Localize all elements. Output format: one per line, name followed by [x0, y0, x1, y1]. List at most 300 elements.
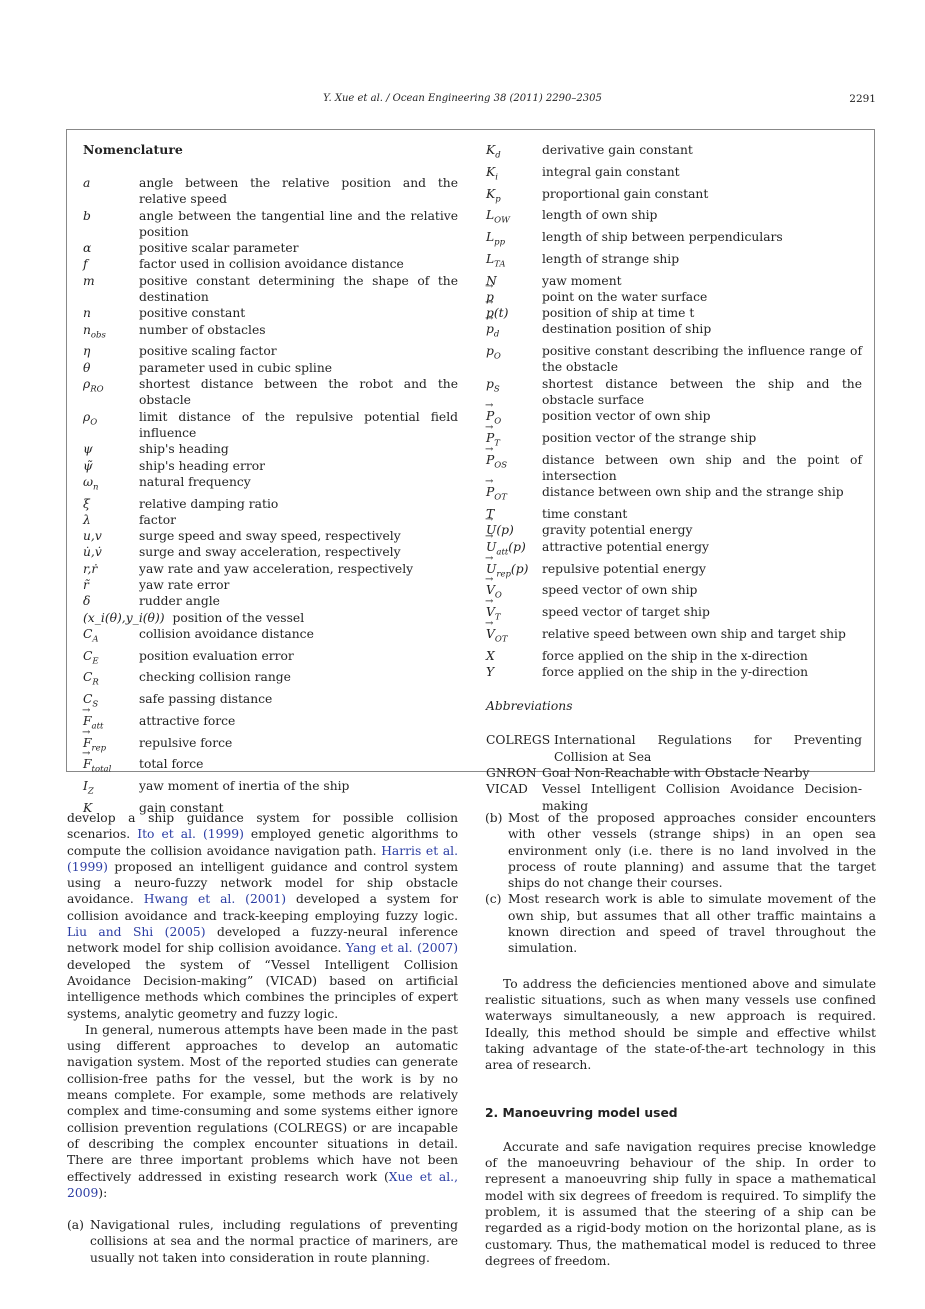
nomenclature-definition: collision avoidance distance — [139, 626, 314, 641]
nomenclature-symbol — [486, 506, 542, 522]
symbol-base: K — [486, 164, 496, 179]
symbol-base: ψ — [83, 442, 93, 457]
nomenclature-definition: natural frequency — [139, 474, 251, 489]
nomenclature-row — [486, 251, 862, 273]
nomenclature-definition: time constant — [542, 507, 628, 522]
symbol-base: δ — [83, 594, 91, 609]
nomenclature-row — [486, 430, 862, 452]
body-left-column — [67, 810, 458, 1266]
symbol-subscript: S — [493, 384, 500, 395]
nomenclature-row — [83, 669, 458, 691]
symbol-base: θ — [83, 360, 91, 375]
paragraph-related-work — [67, 810, 458, 1022]
nomenclature-symbol — [83, 691, 139, 713]
symbol-base: L — [486, 230, 495, 244]
nomenclature-row — [486, 289, 862, 305]
nomenclature-symbol — [486, 207, 542, 229]
nomenclature-definition: repulsive force — [139, 735, 233, 750]
symbol-subscript: rep — [496, 568, 511, 579]
section-heading: 2. Manoeuvring model used — [485, 1106, 678, 1121]
symbol-subscript: n — [93, 482, 99, 493]
nomenclature-definition: distance between own ship and the strange ship — [542, 485, 844, 500]
symbol-subscript: d — [495, 150, 501, 161]
symbol-base: η — [83, 344, 91, 359]
text-run: develop a ship guidance system for possible collision scenarios. — [67, 811, 458, 842]
symbol-base: L — [486, 208, 495, 223]
citation-link[interactable]: Ito et al. (1999) — [137, 827, 244, 842]
nomenclature-row — [83, 240, 458, 256]
nomenclature-row — [486, 142, 862, 164]
nomenclature-definition: total force — [139, 757, 204, 772]
symbol-subscript: i — [495, 172, 498, 183]
nomenclature-row — [83, 648, 458, 670]
nomenclature-definition: ship's heading — [139, 442, 229, 457]
nomenclature-row — [83, 778, 458, 800]
symbol-base: → U — [486, 522, 496, 538]
nomenclature-row — [486, 484, 862, 506]
nomenclature-definition: number of obstacles — [139, 322, 266, 337]
nomenclature-symbol — [83, 376, 139, 409]
nomenclature-definition: yaw moment of inertia of the ship — [139, 779, 350, 794]
symbol-base: T — [486, 507, 495, 522]
body-right-column — [485, 810, 876, 1269]
nomenclature-row — [83, 528, 458, 544]
symbol-subscript: O — [494, 590, 502, 601]
nomenclature-definition: positive constant — [139, 306, 246, 321]
nomenclature-symbol — [486, 604, 542, 626]
nomenclature-definition: positive constant describing the influence range of the obstacle — [542, 344, 862, 375]
symbol-subscript: RO — [90, 384, 104, 395]
abbreviation-symbol: VICAD — [486, 782, 528, 797]
nomenclature-definition: position of the vessel — [172, 610, 305, 625]
nomenclature-row — [486, 522, 862, 538]
nomenclature-symbol — [83, 322, 139, 344]
nomenclature-symbol — [83, 593, 139, 609]
nomenclature-definition: attractive force — [139, 713, 236, 728]
nomenclature-symbol — [83, 175, 139, 208]
symbol-subscript: att — [91, 721, 104, 732]
abbreviation-row — [486, 732, 862, 765]
symbol-base: ξ — [83, 496, 90, 511]
nomenclature-row — [486, 408, 862, 430]
symbol-base: λ — [83, 512, 91, 527]
nomenclature-symbol — [83, 610, 165, 626]
nomenclature-definition: factor — [139, 512, 176, 527]
symbol-subscript: obs — [90, 330, 106, 341]
symbol-subscript: OT — [494, 492, 507, 503]
symbol-base: ρ — [83, 377, 91, 392]
nomenclature-symbol — [486, 142, 542, 164]
nomenclature-row — [486, 506, 862, 522]
nomenclature-symbol — [486, 186, 542, 208]
symbol-base: I — [83, 779, 88, 794]
nomenclature-row — [486, 539, 862, 561]
nomenclature-symbol — [83, 208, 139, 241]
nomenclature-symbol — [486, 273, 542, 289]
nomenclature-symbol — [486, 305, 542, 321]
symbol-base: a — [83, 176, 91, 190]
symbol-base: → P — [486, 430, 494, 446]
symbol-subscript: OT — [494, 634, 508, 645]
nomenclature-symbol — [486, 376, 542, 409]
nomenclature-row — [83, 577, 458, 593]
symbol-base: C — [83, 670, 93, 685]
list-item-a — [67, 1217, 458, 1266]
list-label: (b) — [485, 811, 503, 825]
nomenclature-row — [486, 561, 862, 583]
nomenclature-row — [83, 343, 458, 359]
symbol-subscript: Z — [87, 786, 94, 797]
symbol-subscript: O — [494, 416, 502, 427]
symbol-base: α — [83, 241, 92, 256]
nomenclature-right-column — [486, 142, 862, 814]
nomenclature-definition: positive scalar parameter — [139, 241, 299, 256]
text-run: ): — [98, 1185, 108, 1200]
nomenclature-row — [83, 322, 458, 344]
symbol-subscript: d — [493, 329, 500, 340]
symbol-base: C — [83, 648, 93, 663]
symbol-base: ψ̃ — [83, 458, 93, 473]
nomenclature-row — [83, 626, 458, 648]
symbol-base: p — [486, 344, 494, 359]
symbol-base: → U — [486, 561, 496, 577]
nomenclature-symbol — [83, 441, 139, 457]
symbol-base: u̇,v̇ — [83, 545, 102, 560]
symbol-base: f — [83, 257, 88, 272]
nomenclature-symbol — [83, 343, 139, 359]
list-text: Navigational rules, including regulations of preventing collisions at sea and the normal practice of mariners, are usually not taken into consideration in route planning. — [90, 1218, 458, 1265]
symbol-argument: (t) — [493, 306, 509, 321]
nomenclature-definition: position of ship at time t — [542, 306, 695, 321]
nomenclature-symbol — [486, 626, 542, 648]
nomenclature-definition: yaw rate and yaw acceleration, respectively — [139, 561, 414, 576]
nomenclature-symbol — [486, 430, 542, 452]
nomenclature-row — [486, 452, 862, 485]
journal-citation: Y. Xue et al. / Ocean Engineering 38 (2011) 2290–2305 — [323, 93, 602, 104]
symbol-subscript: OS — [494, 460, 508, 471]
nomenclature-definition: position evaluation error — [139, 648, 294, 663]
symbol-base: → p — [486, 321, 494, 337]
nomenclature-definition: proportional gain constant — [542, 186, 709, 201]
nomenclature-row — [83, 208, 458, 241]
nomenclature-symbol — [486, 648, 542, 664]
nomenclature-symbol — [486, 321, 542, 343]
symbol-base: → V — [486, 604, 495, 620]
symbol-subscript: rep — [91, 743, 107, 754]
symbol-base: K — [486, 186, 496, 201]
abbreviation-definition: Goal Non-Reachable with Obstacle Nearby — [542, 766, 810, 780]
text-run: developed a system for collision avoidance and track-keeping employing fuzzy logic. — [67, 892, 458, 923]
nomenclature-row — [486, 604, 862, 626]
nomenclature-symbol — [83, 669, 139, 691]
nomenclature-definition: positive constant determining the shape of the destination — [139, 273, 458, 305]
nomenclature-row — [486, 186, 862, 208]
nomenclature-definition: yaw moment — [542, 273, 622, 288]
nomenclature-row — [83, 376, 458, 409]
nomenclature-symbol — [486, 664, 542, 680]
nomenclature-definition: angle between the relative position and the relative speed — [139, 176, 458, 207]
symbol-subscript: R — [92, 677, 99, 688]
nomenclature-definition: relative speed between own ship and target ship — [542, 626, 846, 641]
nomenclature-row — [486, 626, 862, 648]
nomenclature-row — [486, 305, 862, 321]
nomenclature-row — [83, 593, 458, 609]
symbol-argument: (p) — [496, 523, 514, 538]
paragraph-problems — [67, 1022, 458, 1201]
nomenclature-definition: speed vector of target ship — [542, 605, 710, 620]
text-run: employed genetic algorithms to compute the collision avoidance navigation path. — [67, 827, 458, 858]
citation-link[interactable]: Harris et al. (1999) — [67, 843, 458, 874]
nomenclature-symbol — [486, 452, 542, 485]
nomenclature-row — [83, 273, 458, 306]
nomenclature-symbol — [83, 273, 139, 306]
symbol-subscript: TA — [494, 259, 506, 270]
nomenclature-definition: derivative gain constant — [542, 143, 693, 157]
nomenclature-definition: angle between the tangential line and the relative position — [139, 208, 458, 239]
nomenclature-definition: surge and sway acceleration, respectively — [139, 545, 401, 560]
nomenclature-definition: safe passing distance — [139, 692, 273, 707]
nomenclature-symbol — [83, 577, 139, 593]
nomenclature-symbol — [83, 305, 139, 321]
text-run: proposed an intelligent guidance and control system using a neuro-fuzzy network model for ship obstacle avoidance. — [67, 859, 458, 907]
symbol-base: → V — [486, 582, 495, 598]
nomenclature-definition: surge speed and sway speed, respectively — [139, 529, 401, 544]
nomenclature-row — [486, 582, 862, 604]
nomenclature-definition: length of own ship — [542, 208, 658, 223]
symbol-base: n — [83, 306, 91, 321]
nomenclature-row — [83, 561, 458, 577]
nomenclature-symbol — [486, 251, 542, 273]
symbol-base: → p — [486, 289, 494, 305]
nomenclature-symbol — [83, 458, 139, 474]
nomenclature-row — [83, 756, 458, 778]
nomenclature-symbol — [83, 512, 139, 528]
symbol-base: C — [83, 692, 93, 707]
symbol-base: N — [486, 273, 497, 288]
symbol-base: u,v — [83, 529, 102, 544]
symbol-base: (x_i(θ),y_i(θ)) — [83, 610, 165, 625]
symbol-subscript: A — [92, 634, 99, 645]
list-label: (c) — [485, 892, 502, 907]
nomenclature-definition: yaw rate error — [139, 578, 230, 593]
symbol-base: r̃ — [83, 578, 89, 593]
nomenclature-symbol — [486, 408, 542, 430]
symbol-base: → P — [486, 452, 494, 468]
nomenclature-symbol — [83, 240, 139, 256]
nomenclature-definition: distance between own ship and the point of intersection — [542, 452, 862, 484]
nomenclature-symbol — [83, 626, 139, 648]
paragraph-manoeuvring: Accurate and safe navigation requires precise knowledge of the manoeuvring behaviour of the ship. In order to represent a manoeuvring ship fully in space a mathematical model with six degrees of freedom is required. To simplify the problem, it is assumed that the steering of a ship can be regarded as a rigid-body motion on the horizontal plane, as is customary. Thus, the mathematical model is reduced to three degrees of freedom. — [485, 1139, 876, 1268]
nomenclature-definition: integral gain constant — [542, 164, 680, 179]
running-header — [0, 93, 925, 109]
list-label: (a) — [67, 1218, 84, 1233]
symbol-subscript: pp — [494, 237, 506, 248]
abbreviations-title: Abbreviations — [486, 699, 573, 714]
nomenclature-row — [83, 512, 458, 528]
nomenclature-right-list — [486, 142, 862, 680]
nomenclature-definition: positive scaling factor — [139, 344, 277, 359]
nomenclature-symbol — [83, 713, 139, 735]
citation-link[interactable]: Liu and Shi (2005) — [67, 925, 206, 940]
nomenclature-row — [486, 376, 862, 409]
nomenclature-row — [83, 360, 458, 376]
citation-link[interactable]: Yang et al. (2007) — [345, 941, 458, 956]
symbol-argument: (p) — [508, 539, 526, 554]
nomenclature-definition: parameter used in cubic spline — [139, 360, 333, 375]
abbreviation-symbol: GNRON — [486, 766, 537, 780]
nomenclature-definition: length of strange ship — [542, 251, 680, 266]
nomenclature-definition: shortest distance between the robot and the obstacle — [139, 377, 458, 408]
symbol-subscript: T — [494, 612, 501, 623]
nomenclature-symbol — [486, 229, 542, 251]
symbol-base: L — [486, 251, 495, 266]
nomenclature-box — [66, 129, 875, 815]
symbol-subscript: S — [92, 699, 99, 710]
symbol-subscript: p — [495, 193, 501, 204]
nomenclature-definition: checking collision range — [139, 670, 291, 685]
symbol-base: n — [83, 322, 91, 337]
symbol-base: → p — [486, 305, 494, 321]
nomenclature-definition: repulsive potential energy — [542, 561, 706, 576]
symbol-base: → U — [486, 539, 496, 555]
nomenclature-symbol — [83, 544, 139, 560]
symbol-subscript: O — [90, 417, 98, 428]
symbol-base: m — [83, 273, 95, 288]
nomenclature-row — [486, 343, 862, 376]
nomenclature-symbol — [83, 561, 139, 577]
nomenclature-symbol — [486, 484, 542, 506]
nomenclature-symbol — [83, 256, 139, 272]
abbreviation-row — [486, 781, 862, 814]
symbol-subscript: O — [493, 351, 501, 362]
nomenclature-definition: position vector of the strange ship — [542, 431, 757, 446]
abbreviation-row — [486, 765, 862, 781]
nomenclature-row — [83, 544, 458, 560]
symbol-subscript: E — [92, 656, 99, 667]
symbol-base: → F — [83, 756, 92, 772]
nomenclature-definition: limit distance of the repulsive potential field influence — [139, 409, 458, 440]
symbol-subscript: att — [496, 547, 509, 558]
nomenclature-row — [83, 735, 458, 757]
nomenclature-definition: ship's heading error — [139, 458, 265, 473]
citation-link[interactable]: Xue et al., 2009 — [67, 1169, 458, 1200]
nomenclature-definition: speed vector of own ship — [542, 583, 698, 598]
symbol-base: → F — [83, 735, 92, 751]
page-number: 2291 — [849, 93, 876, 105]
nomenclature-row — [83, 496, 458, 512]
nomenclature-symbol — [83, 735, 139, 757]
symbol-subscript: total — [91, 764, 112, 775]
nomenclature-title: Nomenclature — [83, 142, 183, 157]
symbol-base: X — [486, 648, 495, 663]
symbol-base: → V — [486, 626, 495, 642]
nomenclature-symbol — [83, 474, 139, 496]
nomenclature-definition: force applied on the ship in the y-direction — [542, 664, 809, 679]
nomenclature-row — [83, 474, 458, 496]
nomenclature-row — [486, 648, 862, 664]
abbreviation-definition: International Regulations for Preventing Collision at Sea — [554, 733, 862, 764]
nomenclature-row — [83, 713, 458, 735]
symbol-base: p — [486, 376, 494, 391]
nomenclature-symbol — [486, 539, 542, 561]
nomenclature-definition: relative damping ratio — [139, 496, 279, 511]
list-item-b — [485, 810, 876, 891]
list-text: Most of the proposed approaches consider encounters with other vessels (strange ships) in an open sea environment only (i.e. there is no land involved in the process of route planning) and assume that the target ships do not change their courses. — [508, 811, 876, 891]
nomenclature-row — [486, 207, 862, 229]
nomenclature-definition: destination position of ship — [542, 322, 712, 337]
nomenclature-symbol — [83, 756, 139, 778]
nomenclature-definition: position vector of own ship — [542, 409, 711, 424]
abbreviation-definition: Vessel Intelligent Collision Avoidance Decision-making — [542, 782, 862, 813]
nomenclature-row — [83, 175, 458, 208]
symbol-base: b — [83, 208, 91, 223]
nomenclature-row — [486, 321, 862, 343]
text-run: developed a fuzzy-neural inference network model for ship collision avoidance. — [67, 925, 458, 956]
nomenclature-row — [83, 458, 458, 474]
symbol-base: → P — [486, 484, 494, 500]
nomenclature-row — [83, 305, 458, 321]
nomenclature-definition: factor used in collision avoidance distance — [139, 257, 404, 272]
nomenclature-definition: force applied on the ship in the x-direction — [542, 648, 808, 663]
nomenclature-row — [83, 610, 458, 626]
symbol-argument: (p) — [510, 561, 529, 576]
nomenclature-row — [83, 409, 458, 442]
nomenclature-symbol — [83, 409, 139, 442]
nomenclature-row — [83, 256, 458, 272]
nomenclature-row — [486, 273, 862, 289]
symbol-base: K — [486, 143, 496, 157]
nomenclature-symbol — [83, 648, 139, 670]
nomenclature-row — [83, 441, 458, 457]
nomenclature-symbol — [486, 289, 542, 305]
nomenclature-symbol — [486, 164, 542, 186]
paragraph-approach: To address the deficiencies mentioned above and simulate realistic situations, such as when many vessels use confined waterways simultaneously, a new approach is required. Ideally, this method should be simple and effective whilst taking advantage of the state-of-the-art technology in this area of research. — [485, 976, 876, 1073]
nomenclature-definition: rudder angle — [139, 594, 220, 609]
list-item-c — [485, 891, 876, 956]
citation-link[interactable]: Hwang et al. (2001) — [143, 892, 287, 907]
nomenclature-symbol — [486, 561, 542, 583]
text-run: In general, numerous attempts have been made in the past using different approaches to develop an automatic navigation system. Most of the reported studies can generate collision-free paths for the vessel, but the work is by no means complete. For example, some methods are relatively complex and time-consuming and some systems either ignore collision prevention regulations (COLREGS) or are incapable of describing the complex encounter situations in detail. There are three important problems which have not been effectively addressed in existing research work ( — [67, 1022, 458, 1184]
nomenclature-symbol — [486, 343, 542, 376]
text-run: developed the system of “Vessel Intelligent Collision Avoidance Decision-making” (VICAD) based on artificial intelligence methods which combines the principles of expert systems, analytic geometry and fuzzy logic. — [67, 957, 458, 1021]
symbol-subscript: OW — [494, 215, 510, 226]
nomenclature-symbol — [83, 496, 139, 512]
symbol-base: ρ — [83, 409, 91, 424]
abbreviations-list — [486, 732, 862, 813]
nomenclature-left-column — [83, 142, 458, 816]
symbol-base: r,ṙ — [83, 561, 98, 576]
nomenclature-symbol — [83, 360, 139, 376]
nomenclature-left-list — [83, 175, 458, 816]
nomenclature-symbol — [486, 522, 542, 538]
nomenclature-row — [83, 691, 458, 713]
symbol-base: Y — [486, 664, 495, 679]
symbol-base: ω — [83, 474, 94, 489]
nomenclature-row — [486, 164, 862, 186]
nomenclature-definition: gravity potential energy — [542, 523, 693, 538]
symbol-base: C — [83, 626, 93, 641]
nomenclature-definition: point on the water surface — [542, 289, 708, 304]
nomenclature-row — [486, 229, 862, 251]
symbol-base: K — [83, 800, 93, 815]
list-text: Most research work is able to simulate movement of the own ship, but assumes that all other traffic maintains a known direction and speed of travel throughout the simulation. — [508, 892, 876, 956]
nomenclature-symbol — [83, 528, 139, 544]
nomenclature-definition: gain constant — [139, 800, 224, 815]
nomenclature-row — [486, 664, 862, 680]
abbreviation-symbol: COLREGS — [486, 733, 551, 748]
nomenclature-symbol — [83, 778, 139, 800]
nomenclature-definition: attractive potential energy — [542, 539, 709, 554]
